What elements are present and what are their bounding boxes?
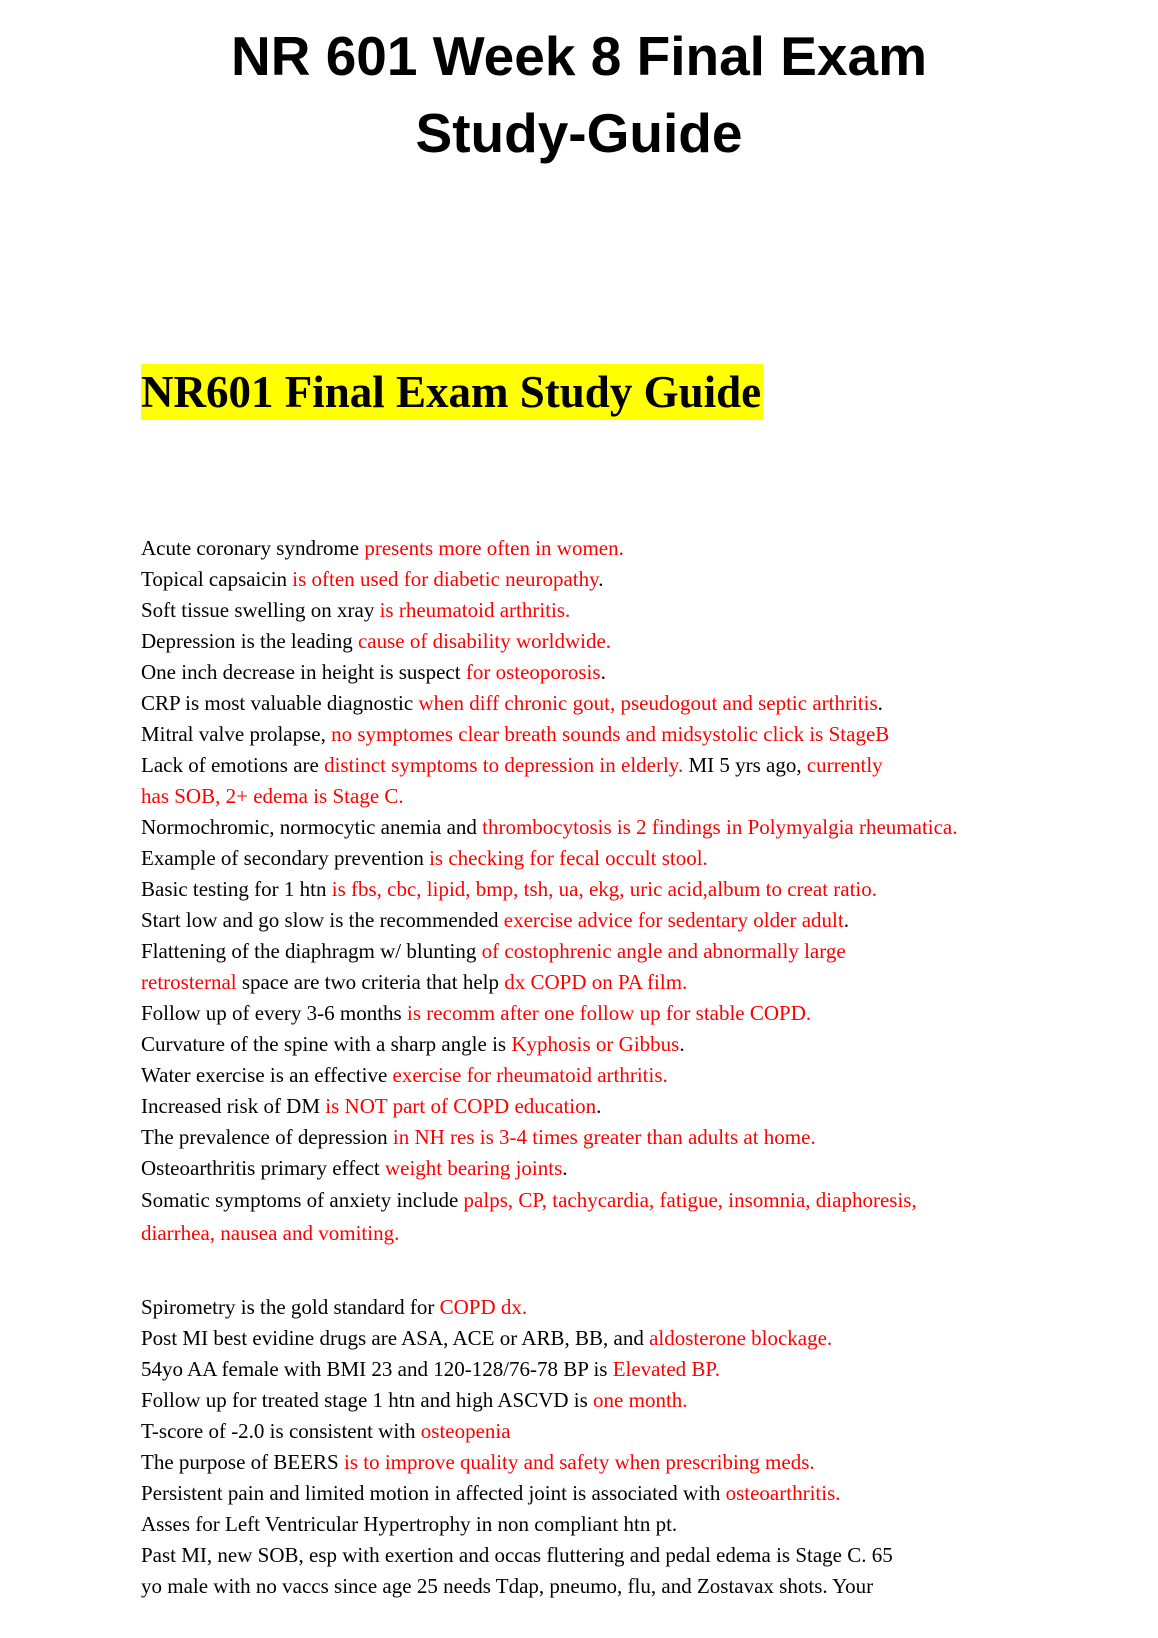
note-line [141,719,1041,750]
note-prompt-text: MI 5 yrs ago, [683,753,807,777]
section-heading-wrap [141,364,763,420]
note-answer-text: palps, CP, tachycardia, fatigue, insomnia, diaphoresis, [463,1188,917,1212]
note-prompt-text: Depression is the leading [141,629,358,653]
note-answer-text: in NH res is 3-4 times greater than adults at home. [392,1125,816,1149]
note-prompt-text: Example of secondary prevention [141,846,430,870]
note-prompt-text: Spirometry is the gold standard for [141,1295,440,1319]
note-line [141,874,1041,905]
study-notes-block-1 [141,533,1041,1250]
note-line [141,1029,1041,1060]
note-prompt-text: Persistent pain and limited motion in affected joint is associated with [141,1481,726,1505]
note-prompt-text: . [679,1032,685,1056]
note-line [141,533,1041,564]
note-line [141,1478,1041,1509]
note-prompt-text: Increased risk of DM [141,1094,326,1118]
note-prompt-text: Post MI best evidine drugs are ASA, ACE or ARB, BB, and [141,1326,650,1350]
note-prompt-text: space are two criteria that help [236,970,505,994]
note-prompt-text: Water exercise is an effective [141,1063,393,1087]
note-line [141,1416,1041,1447]
note-answer-text: one month. [593,1388,688,1412]
note-answer-text: diarrhea, nausea and vomiting. [141,1221,400,1245]
note-line [141,1385,1041,1416]
note-answer-text: when diff chronic gout, pseudogout and septic arthritis [418,691,878,715]
note-answer-text: currently [806,753,883,777]
note-prompt-text: The purpose of BEERS [141,1450,344,1474]
note-answer-text: is recomm after one follow up for stable COPD. [406,1001,812,1025]
note-answer-text: Kyphosis or Gibbus [511,1032,680,1056]
note-line [141,1122,1041,1153]
note-prompt-text: Past MI, new SOB, esp with exertion and occas fluttering and pedal edema is Stage C. 65 [141,1543,893,1567]
note-prompt-text: Soft tissue swelling on xray [141,598,380,622]
note-line [141,1571,1041,1602]
note-answer-text: of costophrenic angle and abnormally large [481,939,846,963]
note-line [141,595,1041,626]
note-line [141,564,1041,595]
note-answer-text: is rheumatoid arthritis. [379,598,571,622]
note-answer-text: thrombocytosis is 2 findings in Polymyalgia rheumatica. [482,815,958,839]
note-answer-text: aldosterone blockage. [649,1326,833,1350]
note-prompt-text: 54yo AA female with BMI 23 and 120-128/76-78 BP is [141,1357,613,1381]
note-prompt-text: Follow up of every 3-6 months [141,1001,407,1025]
note-answer-text: osteopenia [420,1419,511,1443]
note-answer-text: weight bearing joints [384,1156,563,1180]
note-prompt-text: . [843,908,849,932]
note-line [141,657,1041,688]
note-line [141,1091,1041,1122]
note-answer-text: osteoarthritis. [725,1481,841,1505]
note-line [141,998,1041,1029]
note-line [141,843,1041,874]
note-answer-text: exercise advice for sedentary older adult [503,908,844,932]
note-prompt-text: Asses for Left Ventricular Hypertrophy in non compliant htn pt. [141,1512,678,1536]
note-line [141,1447,1041,1478]
note-prompt-text: Somatic symptoms of anxiety include [141,1188,464,1212]
note-answer-text: for osteoporosis [465,660,601,684]
note-answer-text: exercise for rheumatoid arthritis. [392,1063,668,1087]
note-answer-text: is fbs, cbc, lipid, bmp, tsh, ua, ekg, uric acid,album to creat ratio. [331,877,878,901]
note-line [141,1540,1041,1571]
note-answer-text: retrosternal [141,970,237,994]
note-prompt-text: One inch decrease in height is suspect [141,660,466,684]
note-line [141,967,1041,998]
note-prompt-text: Start low and go slow is the recommended [141,908,504,932]
section-heading: NR601 Final Exam Study Guide [141,364,763,420]
note-prompt-text: Lack of emotions are [141,753,325,777]
note-answer-text: has SOB, 2+ edema is Stage C. [141,784,404,808]
note-line [141,1184,1041,1217]
note-prompt-text: Follow up for treated stage 1 htn and high ASCVD is [141,1388,594,1412]
note-answer-text: Elevated BP. [612,1357,721,1381]
note-line [141,812,1041,843]
note-answer-text: is checking for fecal occult stool. [429,846,708,870]
page-title-line-1: NR 601 Week 8 Final Exam [231,25,927,87]
note-prompt-text: Acute coronary syndrome [141,536,365,560]
note-prompt-text: CRP is most valuable diagnostic [141,691,419,715]
note-line [141,1217,1041,1250]
note-prompt-text: Topical capsaicin [141,567,293,591]
note-line [141,1323,1041,1354]
note-line [141,626,1041,657]
note-answer-text: distinct symptoms to depression in elderly. [324,753,684,777]
note-line [141,750,1041,781]
page-title [0,18,1158,172]
note-line [141,936,1041,967]
note-answer-text: presents more often in women. [364,536,624,560]
note-prompt-text: Osteoarthritis primary effect [141,1156,385,1180]
note-prompt-text: . [598,567,604,591]
note-prompt-text: T-score of -2.0 is consistent with [141,1419,421,1443]
note-prompt-text: The prevalence of depression [141,1125,393,1149]
note-prompt-text: Flattening of the diaphragm w/ blunting [141,939,482,963]
note-line [141,905,1041,936]
note-prompt-text: . [877,691,883,715]
note-answer-text: COPD dx. [439,1295,528,1319]
note-line [141,781,1041,812]
note-line [141,1292,1041,1323]
note-prompt-text: yo male with no vaccs since age 25 needs Tdap, pneumo, flu, and Zostavax shots. Your [141,1574,874,1598]
note-prompt-text: . [562,1156,568,1180]
note-line [141,1060,1041,1091]
note-prompt-text: . [596,1094,602,1118]
note-prompt-text: Normochromic, normocytic anemia and [141,815,483,839]
note-answer-text: cause of disability worldwide. [357,629,612,653]
page-title-line-2: Study-Guide [415,102,743,164]
note-line [141,1354,1041,1385]
note-answer-text: no symptomes clear breath sounds and midsystolic click is StageB [331,722,890,746]
note-prompt-text: Curvature of the spine with a sharp angle is [141,1032,512,1056]
note-line [141,1509,1041,1540]
note-prompt-text: Mitral valve prolapse, [141,722,332,746]
note-prompt-text: . [600,660,606,684]
note-answer-text: dx COPD on PA film. [504,970,688,994]
note-answer-text: is NOT part of COPD education [325,1094,597,1118]
note-line [141,1153,1041,1184]
study-notes-block-2 [141,1292,1041,1602]
note-answer-text: is to improve quality and safety when prescribing meds. [343,1450,815,1474]
note-prompt-text: Basic testing for 1 htn [141,877,332,901]
note-answer-text: is often used for diabetic neuropathy [292,567,599,591]
note-line [141,688,1041,719]
